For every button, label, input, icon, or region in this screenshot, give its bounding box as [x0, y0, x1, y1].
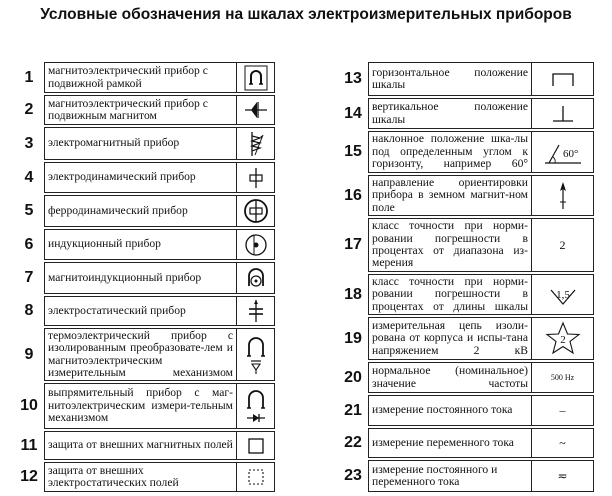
row-number: 1 — [24, 68, 34, 86]
row-description: индукционный прибор — [48, 237, 161, 251]
magnetoelectric-moving-coil-icon — [237, 62, 275, 93]
row-number: 14 — [344, 104, 362, 122]
legend-row — [14, 296, 275, 326]
legend-row — [338, 218, 594, 272]
row-number: 18 — [344, 285, 362, 303]
row-description: горизонтальное положение шкалы — [372, 65, 528, 91]
row-description: нормальное (номинальное) значение частоты — [372, 364, 528, 390]
symbol-label: 2 — [559, 333, 566, 346]
accuracy-class-range-icon — [532, 218, 594, 272]
symbol-label: ≂ — [557, 468, 568, 483]
legend-row — [338, 460, 594, 492]
legend-row — [338, 98, 594, 129]
symbol-label: 60° — [562, 148, 578, 160]
row-description: магнитоиндукционный прибор — [48, 270, 202, 284]
thermoelectric-icon — [237, 328, 275, 381]
magnetoinduction-icon — [237, 262, 275, 294]
row-description: ферродинамический прибор — [48, 203, 188, 217]
electrostatic-shield-icon — [237, 462, 275, 492]
row-number: 10 — [20, 397, 38, 414]
legend-row — [14, 95, 275, 125]
electrostatic-icon — [237, 296, 275, 326]
row-number: 11 — [20, 436, 38, 454]
legend-row — [14, 431, 275, 460]
row-number: 4 — [24, 168, 34, 186]
row-description: измерительная цепь изоли-рована от корпуса и испы-тана напряжением 2 кВ — [372, 318, 528, 357]
row-description: класс точности при норми-ровании погрешности в процентах от диапазона из-мерения — [372, 219, 528, 270]
legend-row — [338, 131, 594, 173]
row-number: 5 — [24, 202, 34, 219]
ac-dc-current-icon — [532, 460, 594, 492]
row-number: 16 — [344, 186, 362, 204]
row-number: 8 — [24, 302, 34, 319]
symbol-label: 2 — [559, 237, 566, 252]
legend-row — [14, 229, 275, 260]
accuracy-class-scale-icon — [532, 274, 594, 315]
legend-row — [338, 395, 594, 426]
induction-icon — [237, 229, 275, 260]
row-description: защита от внешних магнитных полей — [48, 438, 233, 452]
row-description: электростатический прибор — [48, 303, 186, 317]
vertical-position-icon — [532, 98, 594, 129]
legend-row — [14, 162, 275, 193]
horizontal-position-icon — [532, 62, 594, 96]
legend-row — [14, 62, 275, 93]
row-number: 9 — [24, 345, 34, 363]
row-number: 17 — [344, 236, 362, 253]
row-description: наклонное положение шка-лы под определенным углом к горизонту, например 60° — [372, 132, 528, 171]
row-number: 20 — [344, 368, 362, 386]
row-number: 7 — [24, 269, 34, 286]
legend-row — [14, 127, 275, 160]
legend-row — [14, 262, 275, 294]
inclined-position-icon — [532, 131, 594, 173]
row-description: вертикальное положение шкалы — [372, 100, 528, 126]
electromagnetic-icon — [237, 127, 275, 160]
row-description: термоэлектрический прибор с изолированным преобразовате-лем и магнитоэлектрическим измерительным механизмом — [48, 328, 233, 379]
legend-row — [338, 317, 594, 360]
left-legend-table — [14, 62, 275, 489]
row-number: 15 — [344, 143, 362, 160]
row-number: 6 — [24, 235, 34, 253]
legend-row — [14, 328, 275, 381]
electrodynamic-icon — [237, 162, 275, 193]
row-number: 13 — [344, 70, 362, 87]
row-description: выпрямительный прибор с маг-нитоэлектрическим измери-тельным механизмом — [48, 386, 233, 425]
row-number: 3 — [24, 134, 34, 152]
row-number: 2 — [24, 101, 34, 118]
symbol-label: 500 Hz — [550, 373, 575, 382]
symbol-label: 1,5 — [555, 288, 570, 301]
alternating-current-icon — [532, 428, 594, 458]
symbol-label: – — [559, 403, 566, 417]
orientation-arrow-icon — [532, 175, 594, 216]
ferrodynamic-icon — [237, 195, 275, 227]
legend-row — [338, 274, 594, 315]
row-number: 23 — [344, 467, 362, 484]
rectifier-icon — [237, 383, 275, 429]
row-description: измерение переменного тока — [372, 435, 514, 449]
row-number: 22 — [344, 434, 362, 451]
insulation-test-star-icon — [532, 317, 594, 360]
row-description: электродинамический прибор — [48, 170, 196, 184]
magnetic-shield-icon — [237, 431, 275, 460]
legend-row — [14, 462, 275, 492]
row-description: магнитоэлектрический прибор с подвижным магнитом — [48, 96, 208, 122]
page-title: Условные обозначения на шкалах электроизмерительных приборов — [40, 6, 572, 23]
legend-row — [338, 175, 594, 216]
legend-row — [338, 362, 594, 393]
row-number: 19 — [344, 329, 362, 347]
legend-row — [14, 195, 275, 227]
legend-row — [338, 428, 594, 458]
magnetoelectric-moving-magnet-icon — [237, 95, 275, 125]
row-number: 21 — [344, 401, 362, 419]
row-description: электромагнитный прибор — [48, 136, 180, 150]
row-description: класс точности при норми-ровании погрешности в процентах от длины шкалы — [372, 274, 528, 313]
direct-current-icon — [532, 395, 594, 426]
symbol-label: ~ — [559, 435, 566, 450]
right-legend-table — [338, 62, 600, 488]
legend-row — [14, 383, 275, 429]
row-description: измерение постоянного тока — [372, 403, 513, 417]
row-description: направление ориентировки прибора в земном магнит-ном поле — [372, 175, 528, 214]
row-description: магнитоэлектрический прибор с подвижной рамкой — [48, 64, 208, 90]
legend-row — [338, 62, 594, 96]
row-description: измерение постоянного и переменного тока — [372, 462, 498, 488]
row-number: 12 — [20, 468, 38, 485]
row-description: защита от внешних электростатических полей — [48, 463, 179, 489]
frequency-label-icon — [532, 362, 594, 393]
